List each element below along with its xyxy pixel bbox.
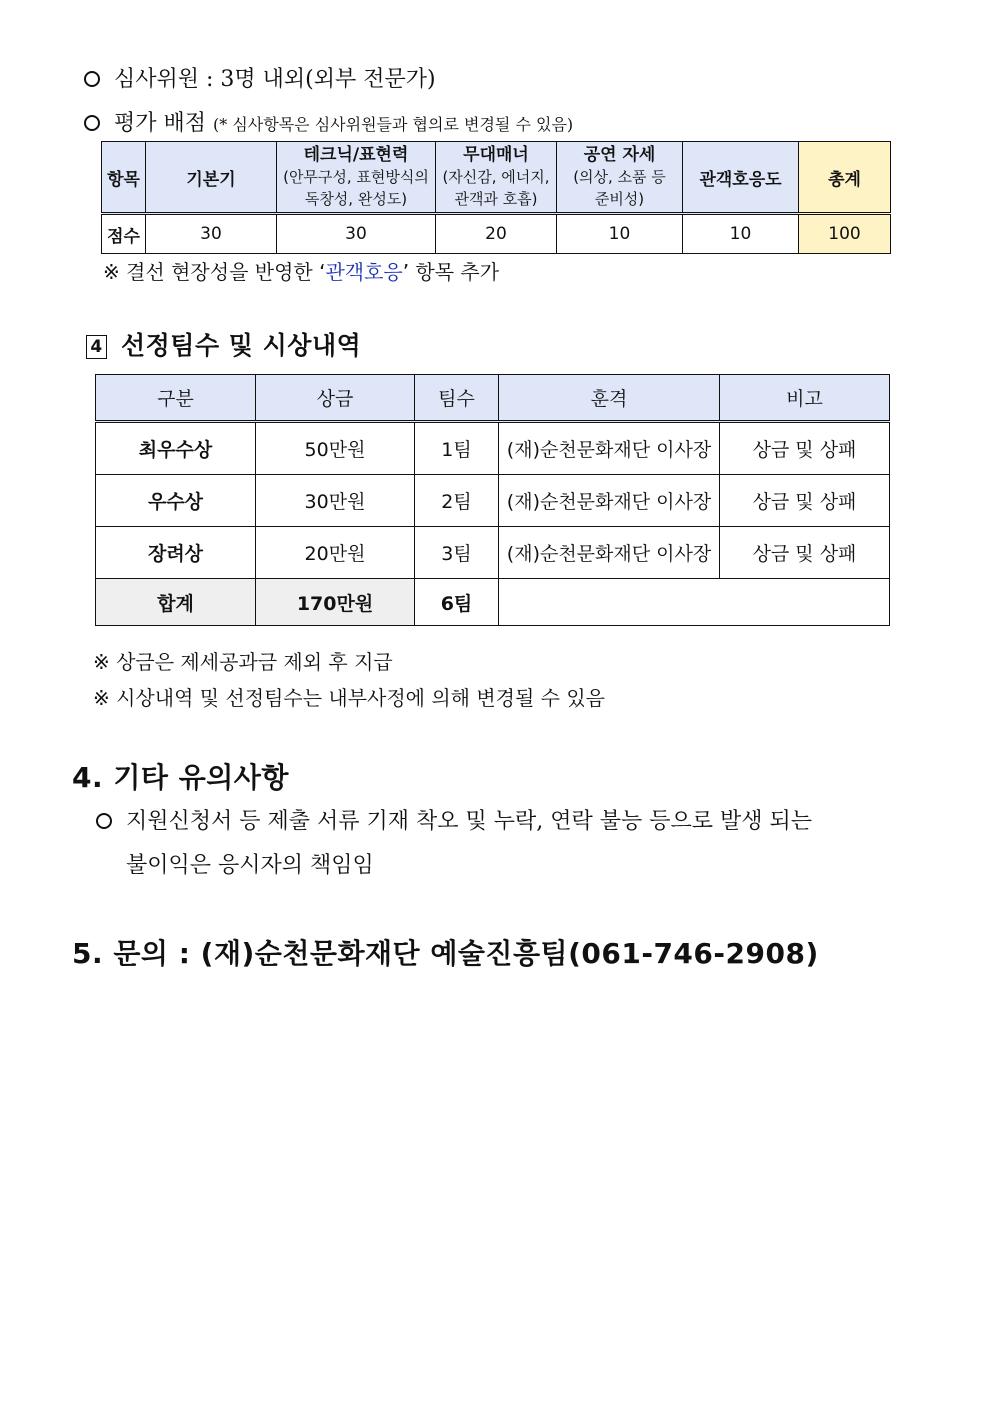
etc-text-1: 지원신청서 등 제출 서류 기재 착오 및 누락, 연락 불능 등으로 발생 되는 [126,809,812,834]
col-honor: 훈격 [499,375,720,422]
award-category: 장려상 [96,527,256,579]
award-category: 우수상 [96,475,256,527]
etc-heading: 4. 기타 유의사항 [72,761,289,794]
header-item: 항목 [102,142,146,214]
contact-heading: 5. 문의 : (재)순천문화재단 예술진흥팀(061-746-2908) [72,937,819,970]
scoring-note: (* 심사항목은 심사위원들과 협의로 변경될 수 있음) [213,115,574,134]
total-teams: 6팀 [415,579,499,626]
section-heading [86,326,361,362]
footnote-prefix: ※ 결선 현장성을 반영한 ‘ [103,260,326,284]
score-basics: 30 [146,214,277,254]
award-teams: 2팀 [415,475,499,527]
col-prize: 상금 [256,375,415,422]
footnote-highlight: 관객호응 [325,260,403,284]
award-prize: 30만원 [256,475,415,527]
col-remark: 비고 [720,375,890,422]
header-basics: 기본기 [146,142,277,214]
award-teams: 3팀 [415,527,499,579]
award-note-2: ※ 시상내역 및 선정팀수는 내부사정에 의해 변경될 수 있음 [93,686,605,710]
award-category: 최우수상 [96,422,256,475]
section-title: 선정팀수 및 시상내역 [121,331,362,360]
header-total: 총계 [799,142,891,214]
scoring-title-line [84,106,573,137]
judges-line [84,62,436,93]
header-audience: 관객호응도 [683,142,799,214]
award-note-1: ※ 상금은 제세공과금 제외 후 지급 [93,650,393,674]
table-row [96,422,890,475]
score-total: 100 [799,214,891,254]
award-prize: 20만원 [256,527,415,579]
score-audience: 10 [683,214,799,254]
total-empty-cell [499,579,890,626]
circle-bullet-icon [84,71,100,87]
table-row [96,527,890,579]
col-teams: 팀수 [415,375,499,422]
award-remark: 상금 및 상패 [720,422,890,475]
table-row [96,475,890,527]
total-prize: 170만원 [256,579,415,626]
scoring-header-row [102,142,891,214]
header-manner: 무대매너 (자신감, 에너지, 관객과 호흡) [436,142,557,214]
scoring-footnote [103,256,499,285]
header-technique: 테크닉/표현력 (안무구성, 표현방식의 독창성, 완성도) [277,142,436,214]
header-posture: 공연 자세 (의상, 소품 등 준비성) [557,142,683,214]
score-manner: 20 [436,214,557,254]
score-posture: 10 [557,214,683,254]
award-honor: (재)순천문화재단 이사장 [499,475,720,527]
total-row [96,579,890,626]
award-honor: (재)순천문화재단 이사장 [499,527,720,579]
award-table [95,374,890,626]
score-label: 점수 [102,214,146,254]
award-honor: (재)순천문화재단 이사장 [499,422,720,475]
scoring-title: 평가 배점 [114,111,207,136]
footnote-suffix: ’ 항목 추가 [402,260,500,284]
etc-line-2: 불이익은 응시자의 책임임 [126,853,374,878]
award-remark: 상금 및 상패 [720,527,890,579]
award-teams: 1팀 [415,422,499,475]
award-header-row [96,375,890,422]
circle-bullet-icon [96,813,112,829]
score-technique: 30 [277,214,436,254]
total-label: 합계 [96,579,256,626]
scoring-table [101,141,891,254]
circle-bullet-icon [84,115,100,131]
award-remark: 상금 및 상패 [720,475,890,527]
judges-text: 심사위원 : 3명 내외(외부 전문가) [114,67,436,92]
section-number-box: 4 [86,335,107,359]
etc-line-1 [96,804,812,835]
col-category: 구분 [96,375,256,422]
award-prize: 50만원 [256,422,415,475]
scoring-score-row [102,214,891,254]
